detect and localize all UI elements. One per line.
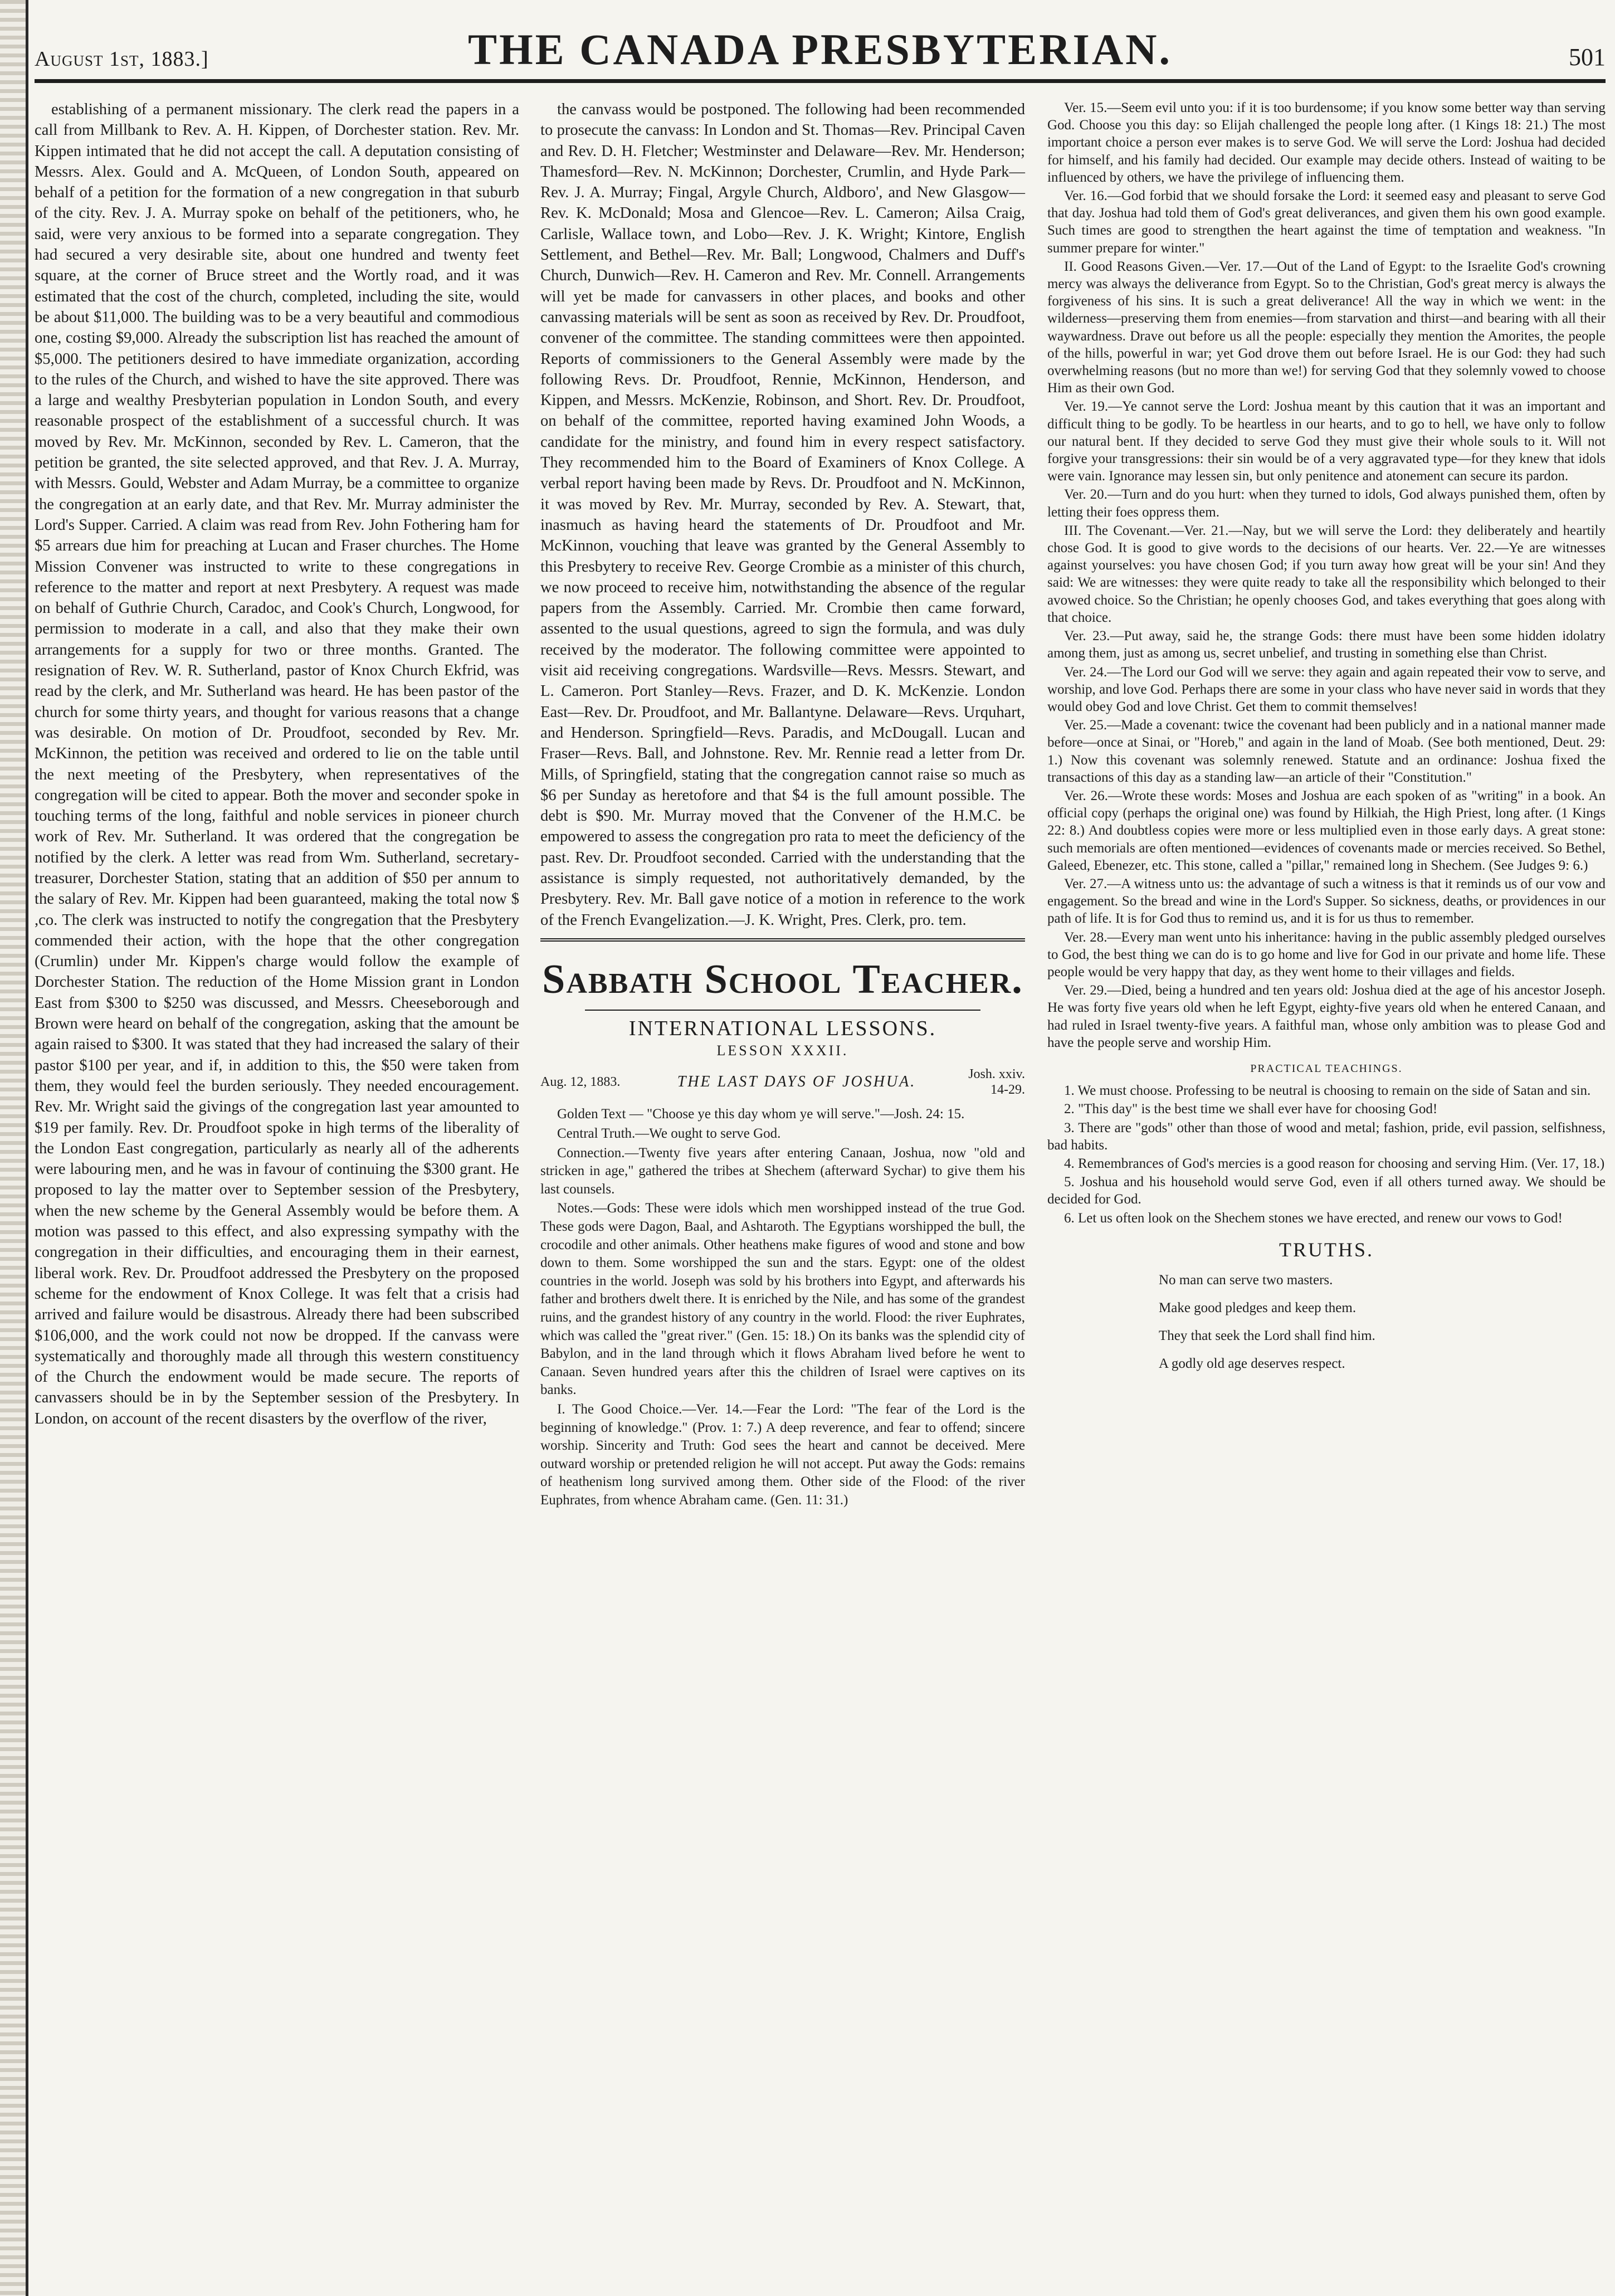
lesson-date: Aug. 12, 1883. <box>540 1075 621 1090</box>
teaching-item: 6. Let us often look on the Shechem stones we have erected, and renew our vows to God! <box>1064 1210 1563 1226</box>
teaching-item: 2. "This day" is the best time we shall ever have for choosing God! <box>1064 1101 1438 1117</box>
lesson-reference: Josh. xxiv. 14-29. <box>968 1067 1025 1098</box>
truths-heading: TRUTHS. <box>1279 1238 1374 1261</box>
column-1 <box>35 99 519 1430</box>
presbytery-report-paragraph: establishing of a permanent missionary. The clerk read the papers in a call from Millbank to Rev. A. H. Kippen, of Dorchester station. Rev. Mr. Kippen intimated that he did not accept the call. A deputation consisting of Messrs. Alex. Gould and A. McQueen, of London South, appeared on behalf of a petition for the formation of a new congregation in that suburb of the city. Rev. J. A. Murray spoke on behalf of the petitioners, who, he said, were very anxious to be formed into a separate congregation. They had secured a very desirable site, about one hundred and twenty feet square, at the corner of Bruce street and the Wortly road, and it was estimated that the cost of the church, completed, including the site, would be about $11,000. The building was to be a very beautiful and commodious one, costing $9,000. Already the subscription list has reached the amount of $5,000. The petitioners desired to have immediate organization, according to the rules of the Church, and wished to have the site approved. There was a large and wealthy Presbyterian population in London South, and every reasonable prospect of the establishment of a successful church. It was moved by Rev. Mr. McKinnon, seconded by Rev. L. Cameron, that the petition be granted, the site selected approved, and that Rev. J. A. Murray, with Messrs. Gould, Webster and Adam Murray, be a committee to organize the congregation at an early date, and that Rev. Mr. Murray administer the Lord's Supper. Carried. A claim was read from Rev. John Fothering ham for $5 arrears due him for preaching at Lucan and Fraser churches. The Home Mission Convener was instructed to write to these congregations in reference to the matter and report at next Presbytery. A request was made on behalf of Guthrie Church, Caradoc, and Cook's Church, Longwood, for permission to moderate in a call, and also that they make their own arrangements for a supply for two or three months. Granted. The resignation of Rev. W. R. Sutherland, pastor of Knox Church Ekfrid, was read by the clerk, and Mr. Sutherland was heard. He has been pastor of the church for some thirty years, and thought for various reasons that a change was desirable. On motion of Dr. Proudfoot, seconded by Rev. Mr. McKinnon, the petition was received and ordered to lie on the table until the next meeting of the Presbytery, when representatives of the congregation will be cited to appear. Both the mover and seconder spoke in touching terms of the long, faithful and noble services in pioneer church work of Rev. Mr. Sutherland. It was ordered that the congregation be notified by the clerk. A letter was read from Wm. Sutherland, secretary-treasurer, Dorchester Station, stating that an addition of $50 per annum to the salary of Rev. Mr. Kippen had been guaranteed, making the total now $ ,co. The clerk was instructed to notify the congregation that the Presbytery commended their action, with the hope that the other congregation (Crumlin) under Mr. Kippen's charge would follow the example of Dorchester Station. The reduction of the Home Mission grant in London East from $300 to $250 was discussed, and Messrs. Cheeseborough and Brown were heard on behalf of the congregation, asking that the amount be again raised to $300. It was stated that they had increased the salary of their pastor $100 per year, and if, in addition to this, the $50 were taken from them, they would feel the burden seriously. They needed encouragement. Rev. Mr. Wright said the givings of the congregation last year amounted to $19 per family. Rev. Dr. Proudfoot spoke in high terms of the liberality of the London East congregation, particularly as nearly all of the adherents were labouring men, and he was in favour of continuing the $300 grant. He proposed to lay the matter over to September session of the Presbytery, when the new scheme by the General Assembly would be before them. A motion was passed to this effect, and also expressing sympathy with the congregation in their difficulties, and encouraging them in their earnest, liberal work. Rev. Dr. Proudfoot addressed the Presbytery on the proposed scheme for the endowment of Knox College. It was felt that a crisis had arrived and failure would be disastrous. Already there had been subscribed $106,000, and the work could not now be dropped. If the canvass were systematically and thoroughly made all through this western constituency of the Church the endowment would be made secure. The reports of canvassers should be in by the September session of the Presbytery. In London, on account of the recent disasters by the overflow of the river, <box>35 101 519 1427</box>
teaching-item: 3. There are "gods" other than those of wood and metal; fashion, pride, evil passion, selfishness, bad habits. <box>1047 1120 1606 1153</box>
verse-paragraph: Ver. 23.—Put away, said he, the strange Gods: there must have been some hidden idolatry among them, just as among us, secret unbelief, and trusting in something else than Christ. <box>1047 628 1606 661</box>
truth-item: They that seek the Lord shall find him. <box>1159 1328 1375 1343</box>
teaching-item: 4. Remembrances of God's mercies is a good reason for choosing and serving Him. (Ver. 17, 18.) <box>1064 1156 1605 1171</box>
masthead <box>35 11 1606 83</box>
lesson-title-row <box>540 1066 1025 1098</box>
central-truth: Central Truth.—We ought to serve God. <box>557 1126 781 1142</box>
connection-paragraph: Connection.—Twenty five years after entering Canaan, Joshua, now "old and stricken in age," gathered the tribes at Shechem (afterward Sychar) to give them his last counsels. <box>540 1145 1025 1197</box>
verse-paragraph: Ver. 24.—The Lord our God will we serve: they again and again repeated their vow to serve, and worship, and love God. Perhaps there are some in your class who have never said in words that they would obey God and love Christ. Get them to commit themselves! <box>1047 664 1606 714</box>
newspaper-title: THE CANADA PRESBYTERIAN. <box>467 25 1173 74</box>
good-choice-paragraph: I. The Good Choice.—Ver. 14.—Fear the Lord: "The fear of the Lord is the beginning of knowledge." (Prov. 1: 7.) A deep reverence, and fear to offend; sincere worship. Sincerity and Truth: God sees the heart and cannot be deceived. Mere outward worship or pretended religion he will not accept. Put away the Gods: remains of heathenism long survived among them. Other side of the Flood: of the river Euphrates, from whence Abraham came. (Gen. 11: 31.) <box>540 1401 1025 1508</box>
golden-text: Golden Text — "Choose ye this day whom ye will serve."—Josh. 24: 15. <box>557 1106 965 1122</box>
presbytery-report-continued: the canvass would be postponed. The following had been recommended to prosecute the canvass: In London and St. Thomas—Rev. Principal Caven and Rev. D. H. Fletcher; Westminster and Delaware—Rev. Mr. Henderson; Thamesford—Rev. N. McKinnon; Dorchester, Crumlin, and Hyde Park—Rev. J. A. Murray; Fingal, Argyle Church, Aldboro', and New Glasgow—Rev. K. McDonald; Mosa and Glencoe—Rev. L. Cameron; Ailsa Craig, Carlisle, Wallace town, and Lobo—Rev. J. K. Wright; Kintore, English Settlement, and Bethel—Rev. Mr. Ball; Longwood, Chalmers and Duff's Church, Dunwich—Rev. H. Cameron and Rev. Mr. Connell. Arrangements will yet be made for canvassers in other places, and books and other canvassing materials will be sent as soon as received by Rev. Dr. Proudfoot, convener of the committee. The standing committees were then appointed. Reports of commissioners to the General Assembly were made by the following Revs. Dr. Proudfoot, Rennie, McKinnon, Henderson, and Kippen, and Messrs. McKenzie, Robinson, and Short. Rev. Dr. Proudfoot, on behalf of the committee, reported having examined John Woods, a candidate for the ministry, and found him in every respect satisfactory. They recommended him to the Board of Examiners of Knox College. A verbal report having been made by Revs. Dr. Proudfoot and N. McKinnon, it was moved by Rev. Mr. Murray, seconded by Rev. A. Stewart, that, inasmuch as having heard the statements of Dr. Proudfoot and Mr. McKinnon, vouching that leave was granted by the General Assembly to this Presbytery to receive Rev. George Crombie as a minister of this church, we now proceed to receive him, notwithstanding the absence of the regular papers from the Assembly. Carried. Mr. Crombie then came forward, assented to the usual questions, agreed to sign the formula, and was duly received by the moderator. The following committee were appointed to visit aid receiving congregations. Wardsville—Revs. Messrs. Stewart, and L. Cameron. Port Stanley—Revs. Frazer, and D. K. McKenzie. London East—Rev. Dr. Proudfoot, and Mr. Ballantyne. Delaware—Revs. Urquhart, and Henderson. Springfield—Revs. Paradis, and McDougall. Lucan and Fraser—Revs. Ball, and Johnstone. Rev. Mr. Rennie read a letter from Dr. Mills, of Springfield, stating that the congregation cannot raise so much as $6 per Sunday as heretofore and that $4 is the full amount possible. The debt is $90. Mr. Murray moved that the Convener of the H.M.C. be empowered to assess the congregation pro rata to meet the deficiency of the past. Rev. Dr. Proudfoot seconded. Carried with the understanding that the assistance is simply requested, not authoritatively demanded, by the Presbytery. Rev. Mr. Ball gave notice of a motion in reference to the work of the French Evangelization.—J. K. Wright, Pres. Clerk, pro. tem. <box>540 101 1025 929</box>
issue-date: August 1st, 1883.] <box>35 47 209 71</box>
lesson-title: THE LAST DAYS OF JOSHUA. <box>677 1073 916 1091</box>
international-lessons-heading: INTERNATIONAL LESSONS. <box>628 1016 937 1040</box>
truth-item: Make good pledges and keep them. <box>1159 1300 1357 1315</box>
verse-paragraph: Ver. 27.—A witness unto us: the advantage of such a witness is that it reminds us of our vow and engagement. So the bread and wine in the Lord's Supper. So sickness, deaths, or providences in our path of life. It is for God thus to remind us, and it is for us thus to remember. <box>1047 876 1606 927</box>
column-3 <box>1047 99 1606 1378</box>
truth-item: A godly old age deserves respect. <box>1159 1356 1345 1371</box>
sabbath-school-title: Sabbath School Teacher. <box>542 956 1023 1002</box>
notes-paragraph: Notes.—Gods: These were idols which men worshipped instead of the true God. These gods were Dagon, Baal, and Ashtaroth. The Egyptians worshipped the bull, the crocodile and other animals. Other heathens make figures of wood and stone and bow down to them. Some worshipped the sun and the stars. Egypt: one of the oldest countries in the world. Joseph was sold by his brothers into Egypt, and afterwards his father and brothers dwelt there. It is enriched by the Nile, and has some of the grandest ruins, and the grandest history of any country in the world. Flood: the river Euphrates, which was called the "great river." (Gen. 15: 18.) On its banks was the splendid city of Babylon, and in the land through which it flows Abraham lived before he went to Canaan. Seven hundred years after this the children of Israel were captives on its banks. <box>540 1201 1025 1398</box>
newspaper-page <box>35 11 1606 1508</box>
teaching-item: 1. We must choose. Professing to be neutral is choosing to remain on the side of Satan and sin. <box>1064 1083 1591 1099</box>
verse-paragraph: II. Good Reasons Given.—Ver. 17.—Out of the Land of Egypt: to the Israelite God's crowning mercy was always the deliverance from Egypt. So to the Christian, God's great mercy is always the forgiveness of his sins. It is such a great deliverance! All the way in which we went: in the wilderness—preserving them from enemies—from starvation and thirst—and bearing with all their waywardness. Drave out before us all the people: especially they mention the Amorites, the people of the hills, powerful in war; yet God drove them out before Israel. He is our God: they had such overwhelming reasons (but no more than we!) for serving God that they solemnly vowed to choose Him as their own God. <box>1047 259 1606 396</box>
column-2 <box>540 99 1025 1511</box>
verse-paragraph: Ver. 16.—God forbid that we should forsake the Lord: it seemed easy and pleasant to serve God that day. Joshua had told them of God's great deliverances, and given them his own good example. Such times are good to strengthen the heart against the time of temptation and weakness. "In summer prepare for winter." <box>1047 188 1606 256</box>
section-divider <box>540 938 1025 942</box>
binding-gutter <box>0 0 28 2296</box>
verse-paragraph: Ver. 20.—Turn and do you hurt: when they turned to idols, God always punished them, often by letting their foes oppress them. <box>1047 487 1606 520</box>
teaching-item: 5. Joshua and his household would serve God, even if all others turned away. We should be decided for God. <box>1047 1174 1606 1207</box>
verse-paragraph: Ver. 19.—Ye cannot serve the Lord: Joshua meant by this caution that it was an important and difficult thing to be godly. To be heartless in our hearts, and to go to hell, we have only to follow our natural bent. If they decided to serve God they must give their whole souls to it. Will not forgive your transgressions: their sin would be of a very aggravated type—for they knew that idols were vain. Ignorance may lessen sin, but only penitence and atonement can secure its pardon. <box>1047 399 1606 484</box>
verse-paragraph: Ver. 15.—Seem evil unto you: if it is too burdensome; if you know some better way than serving God. Choose you this day: so Elijah challenged the people long after. (1 Kings 18: 21.) The most important choice a person ever makes is to serve God. We will serve the Lord: Joshua had decided for himself, and his family had decided. Our example may decide others. Instead of waiting to be influenced by others, we have the privilege of influencing them. <box>1047 100 1606 185</box>
page-number: 501 <box>1569 43 1606 71</box>
verse-paragraph: Ver. 25.—Made a covenant: twice the covenant had been publicly and in a national manner made before—once at Sinai, or "Horeb," and again in the land of Moab. (See both mentioned, Deut. 29: 1.) Now this covenant was solemnly renewed. Statute and an ordinance: Joshua fixed the transactions of this day as a standing law—an article of their "Constitution." <box>1047 718 1606 785</box>
verse-paragraph: Ver. 29.—Died, being a hundred and ten years old: Joshua died at the age of his ancestor Joseph. He was forty five years old when he left Egypt, eighty-five years old when he entered Canaan, and had ruled in Israel twenty-five years. A faithful man, whose only ambition was to please God and have the people serve and worship Him. <box>1047 983 1606 1050</box>
verse-paragraph: Ver. 26.—Wrote these words: Moses and Joshua are each spoken of as "writing" in a book. An official copy (perhaps the original one) was found by Hilkiah, the High Priest, long after. (1 Kings 22: 8.) And doubtless copies were more or less multiplied even in those early days. A great stone: such memorials are often mentioned—evidences of covenants made or mercies received. So Bethel, Galeed, Ebenezer, etc. This stone, called a "pillar," remained long in Shechem. (See Judges 9: 6.) <box>1047 788 1606 873</box>
practical-teachings-heading: PRACTICAL TEACHINGS. <box>1250 1062 1403 1075</box>
title-rule <box>585 1010 980 1011</box>
verse-paragraph: III. The Covenant.—Ver. 21.—Nay, but we will serve the Lord: they deliberately and heartily chose God. It is good to give words to the decisions of our hearts. Ver. 22.—Ye are witnesses against yourselves: you have chosen God; if you turn away how great will be your sin! And they said: We are witnesses: they were quite ready to take all the responsibility which belonged to their avowed choice. So the Christian; he openly chooses God, and takes everything that goes along with that choice. <box>1047 523 1606 625</box>
verse-paragraph: Ver. 28.—Every man went unto his inheritance: having in the public assembly pledged ourselves to God, the best thing we can do is to go home and live for God in our private and home life. These people would be very happy that day, as they went home to their villages and fields. <box>1047 929 1606 979</box>
lesson-number: LESSON XXXII. <box>716 1042 849 1059</box>
truth-item: No man can serve two masters. <box>1159 1273 1333 1288</box>
